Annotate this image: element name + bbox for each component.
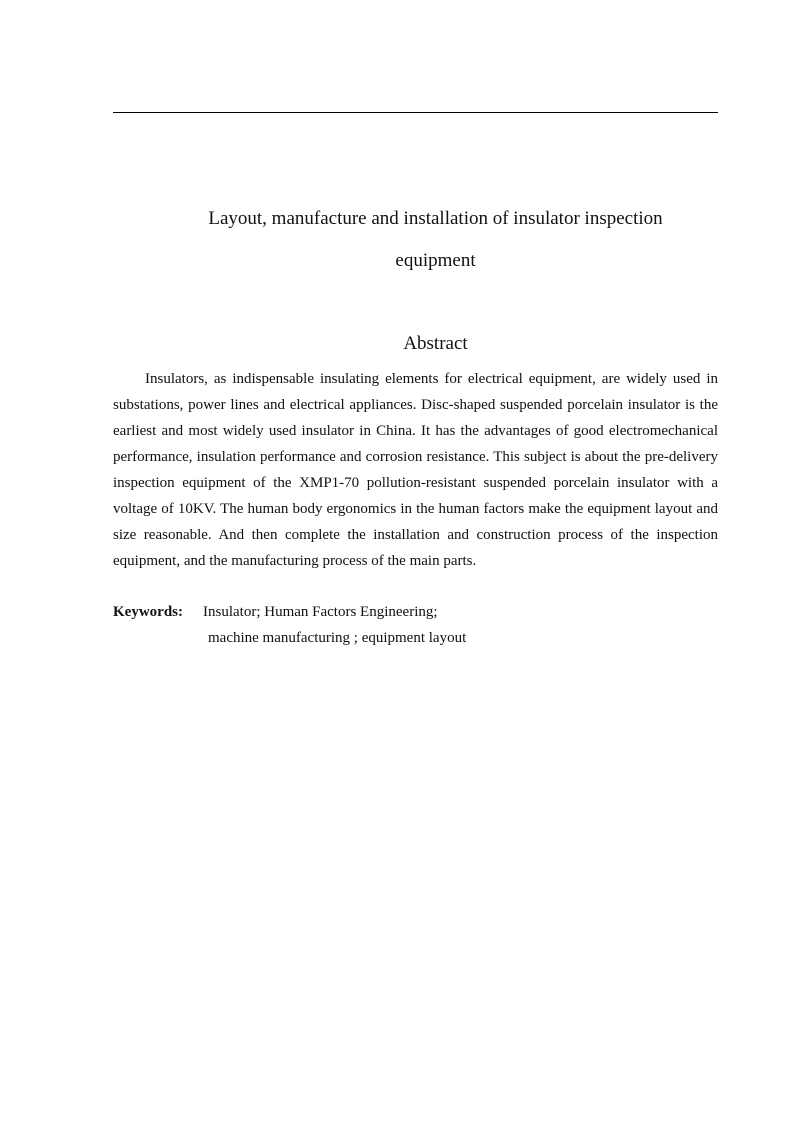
keywords-label: Keywords: <box>113 604 183 620</box>
abstract-heading: Abstract <box>403 333 468 354</box>
header-rule <box>113 112 718 113</box>
document-title-line-1: Layout, manufacture and installation of insulator inspection <box>208 208 663 229</box>
keywords-line-1: Insulator; Human Factors Engineering; <box>203 604 438 620</box>
keywords-block <box>113 599 718 651</box>
document-title-line-2: equipment <box>395 250 476 271</box>
abstract-body: Insulators, as indispensable insulating elements for electrical equipment, are widely used in substations, power lines and electrical appliances. Disc-shaped suspended porcelain insulator is the earliest and most widely used insulator in China. It has the advantages of good electromechanical performance, insulation performance and corrosion resistance. This subject is about the pre-delivery inspection equipment of the XMP1-70 pollution-resistant suspended porcelain insulator with a voltage of 10KV. The human body ergonomics in the human factors make the equipment layout and size reasonable. And then complete the installation and construction process of the inspection equipment, and the manufacturing process of the main parts. <box>113 371 718 569</box>
keywords-line-2: machine manufacturing ; equipment layout <box>208 630 467 646</box>
